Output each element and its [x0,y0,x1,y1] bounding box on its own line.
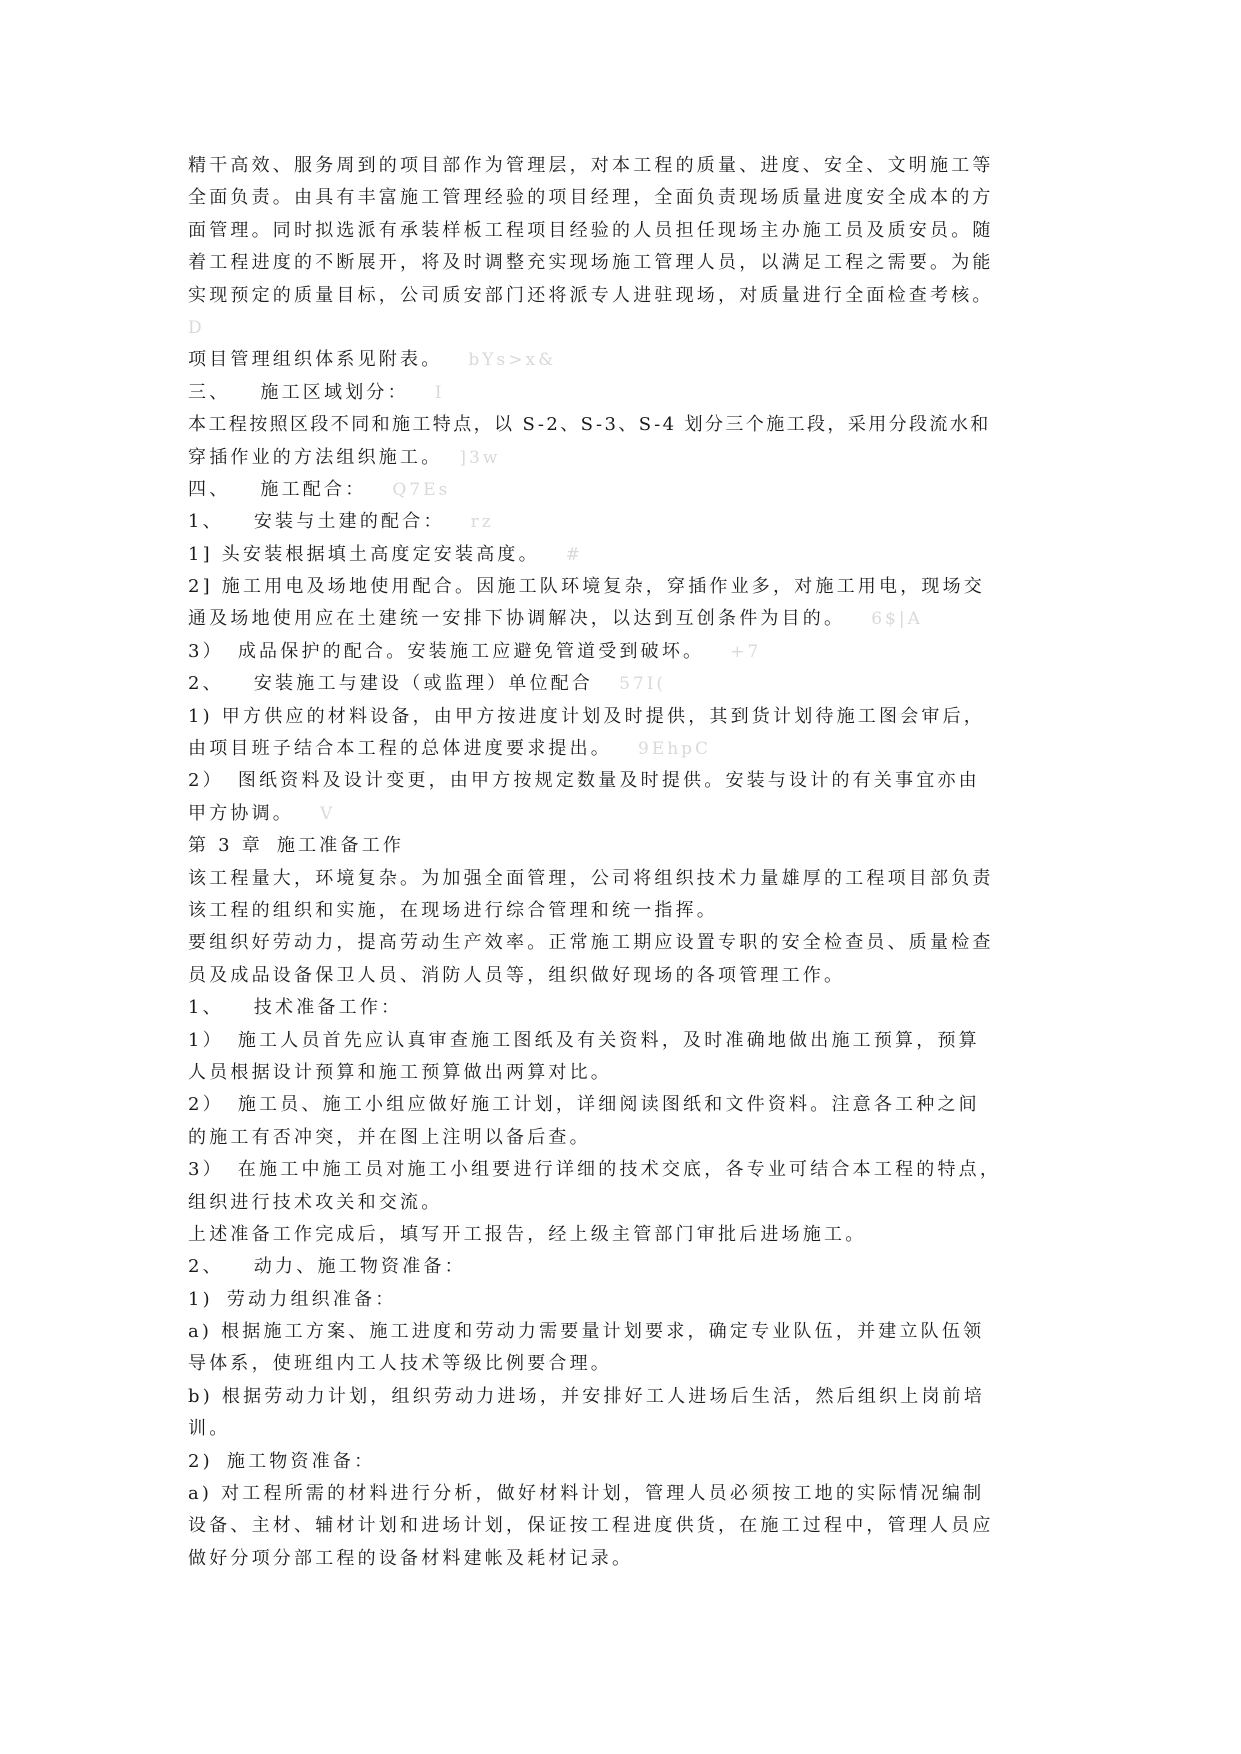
item-number: 1) [188,1288,213,1310]
paragraph-line [188,1413,1058,1445]
subsection-heading [188,506,1058,538]
section-number: 三、 [188,381,231,403]
watermark-fragment: Q7Es [392,479,451,500]
line-text: 精干高效、服务周到的项目部作为管理层，对本工程的质量、进度、安全、文明施工等 [188,155,994,176]
watermark-fragment: I [434,382,445,403]
line-text: 本工程按照区段不同和施工特点，以 S-2、S-3、S-4 划分三个施工段，采用分段流水和 [188,414,991,436]
item-text: 图纸资料及设计变更，由甲方按规定数量及时提供。安装与设计的有关事宜亦由 [237,770,980,792]
item-number: 2) [188,1450,213,1472]
line-text: 该工程量大，环境复杂。为加强全面管理，公司将组织技术力量雄厚的工程项目部负责 [188,867,994,889]
line-text: 全面负责。由具有丰富施工管理经验的项目经理，全面负责现场质量进度安全成本的方 [188,187,994,209]
item-number: 3） [188,640,224,662]
item-number: 2） [188,1094,224,1116]
paragraph-line [188,150,1058,182]
document-page [188,150,1058,1575]
line-text: 项目管理组织体系见附表。 [188,349,443,371]
line-text: 组织进行技术攻关和交流。 [188,1191,443,1213]
list-item [188,1025,1058,1057]
paragraph-line [188,1510,1058,1542]
item-number: 1、 [188,511,224,533]
line-text: 做好分项分部工程的设备材料建帐及耗材记录。 [188,1547,634,1569]
watermark-fragment: V [320,803,336,824]
item-text: 在施工中施工员对施工小组要进行详细的技术交底，各专业可结合本工程的特点， [237,1159,1002,1181]
watermark-fragment: 9EhpC [638,739,712,760]
list-item [188,636,1058,668]
list-item [188,1089,1058,1121]
line-text: 导体系，使班组内工人技术等级比例要合理。 [188,1353,612,1375]
line-text: 设备、主材、辅材计划和进场计划，保证按工程进度供货，在施工过程中，管理人员应 [188,1515,994,1537]
watermark-fragment: 57I( [619,674,667,695]
item-number: 2、 [188,673,224,695]
paragraph-line [188,733,1058,765]
item-title: 技术准备工作： [253,997,403,1019]
line-text: 甲方协调。 [188,802,294,824]
line-text: 训。 [188,1418,231,1440]
line-text: a) 根据施工方案、施工进度和劳动力需要量计划要求，确定专业队伍，并建立队伍领 [188,1321,985,1343]
item-number: 2） [188,770,224,792]
item-number: 1、 [188,997,224,1019]
watermark-fragment: bYs>x& [468,350,557,371]
paragraph-line [188,1219,1058,1251]
paragraph-line [188,1187,1058,1219]
item-title: 动力、施工物资准备： [253,1256,466,1278]
subsection-heading [188,1251,1058,1283]
line-text: 该工程的组织和实施，在现场进行综合管理和统一指挥。 [188,899,718,921]
paragraph-line [188,1478,1058,1510]
line-text: b) 根据劳动力计划，组织劳动力进场，并安排好工人进场后生活，然后组织上岗前培 [188,1385,986,1407]
item-text: 施工员、施工小组应做好施工计划，详细阅读图纸和文件资料。注意各工种之间 [237,1094,980,1116]
paragraph-line [188,603,1058,635]
section-heading [188,377,1058,409]
subsection-heading [188,668,1058,700]
list-item [188,1154,1058,1186]
item-number: 1） [188,1029,224,1051]
watermark-fragment: 6$|A [871,609,923,630]
paragraph-line [188,409,1058,441]
paragraph-line [188,1316,1058,1348]
paragraph-line [188,798,1058,830]
section-heading [188,474,1058,506]
list-item [188,765,1058,797]
item-title: 安装施工与建设（或监理）单位配合 [253,673,594,695]
line-text: 面管理。同时拟选派有承装样板工程项目经验的人员担任现场主办施工员及质安员。随 [188,219,994,241]
item-number: 3） [188,1159,224,1181]
line-text: 通及场地使用应在土建统一安排下协调解决，以达到互创条件为目的。 [188,608,846,630]
chapter-heading [188,830,1058,862]
paragraph-line [188,182,1058,214]
line-text: 员及成品设备保卫人员、消防人员等，组织做好现场的各项管理工作。 [188,964,846,986]
paragraph-line [188,344,1058,376]
section-title: 施工区域划分： [260,381,409,403]
paragraph-line [188,571,1058,603]
paragraph-line [188,215,1058,247]
paragraph-line [188,312,1058,344]
section-number: 四、 [188,478,231,500]
line-text: 实现预定的质量目标，公司质安部门还将派专人进驻现场，对质量进行全面检查考核。 [188,284,994,306]
line-text: 要组织好劳动力，提高劳动生产效率。正常施工期应设置专职的安全检查员、质量检查 [188,932,994,954]
item-text: 劳动力组织准备： [226,1288,397,1310]
subsection-heading [188,992,1058,1024]
line-text: a) 对工程所需的材料进行分析，做好材料计划，管理人员必须按工地的实际情况编制 [188,1483,985,1505]
watermark-fragment: ]3w [459,447,501,468]
line-text: 1) 甲方供应的材料设备，由甲方按进度计划及时提供，其到货计划待施工图会审后， [188,705,985,727]
paragraph-line [188,247,1058,279]
line-text: 的施工有否冲突，并在图上注明以备后查。 [188,1126,591,1148]
watermark-fragment: D [188,317,205,338]
line-text: 上述准备工作完成后，填写开工报告，经上级主管部门审批后进场施工。 [188,1223,867,1245]
item-text: 施工物资准备： [226,1450,376,1472]
chapter-title: 施工准备工作 [276,835,405,857]
chapter-number: 第 3 章 [188,835,263,857]
paragraph-line [188,280,1058,312]
line-text: 穿插作业的方法组织施工。 [188,446,434,468]
line-text: 1] 头安装根据填土高度定安装高度。 [188,543,540,565]
paragraph-line [188,1543,1058,1575]
line-text: 人员根据设计预算和施工预算做出两算对比。 [188,1061,612,1083]
paragraph-line [188,1381,1058,1413]
section-title: 施工配合： [260,478,367,500]
paragraph-line [188,863,1058,895]
item-text: 施工人员首先应认真审查施工图纸及有关资料，及时准确地做出施工预算，预算 [237,1029,980,1051]
item-text: 成品保护的配合。安装施工应避免管道受到破坏。 [237,640,705,662]
paragraph-line [188,701,1058,733]
list-item [188,1446,1058,1478]
line-text: 2] 施工用电及场地使用配合。因施工队环境复杂，穿插作业多，对施工用电，现场交 [188,576,985,598]
list-item [188,1284,1058,1316]
paragraph-line [188,442,1058,474]
paragraph-line [188,927,1058,959]
paragraph-line [188,1057,1058,1089]
paragraph-line [188,960,1058,992]
watermark-fragment: +7 [730,641,762,662]
item-title: 安装与土建的配合： [253,511,445,533]
paragraph-line [188,539,1058,571]
item-number: 2、 [188,1256,224,1278]
paragraph-line [188,895,1058,927]
line-text: 着工程进度的不断展开，将及时调整充实现场施工管理人员，以满足工程之需要。为能 [188,252,994,274]
watermark-fragment: # [565,544,584,565]
watermark-fragment: rz [470,512,494,533]
paragraph-line [188,1348,1058,1380]
paragraph-line [188,1122,1058,1154]
line-text: 由项目班子结合本工程的总体进度要求提出。 [188,738,612,760]
